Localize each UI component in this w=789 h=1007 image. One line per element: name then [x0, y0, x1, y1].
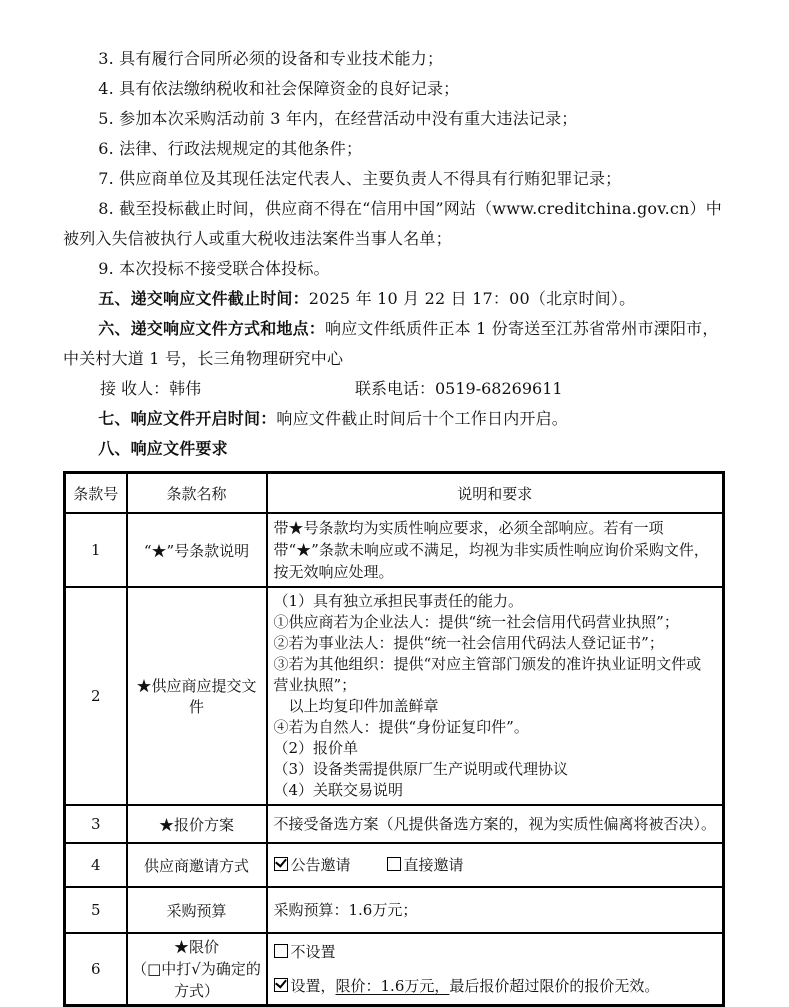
list-item-7: 7. 供应商单位及其现任法定代表人、主要负责人不得具有行贿犯罪记录；: [98, 169, 622, 188]
checkbox-unchecked-icon: [387, 857, 401, 871]
clause-no-cell: 6: [65, 933, 127, 1006]
header-clause-no: 条款号: [65, 473, 127, 514]
desc-text: 不接受备选方案（凡提供备选方案的，视为实质性偏离将被否决）。: [273, 815, 717, 833]
clause-desc-cell: [267, 587, 724, 805]
contact-phone: 联系电话：0519-68269611: [355, 379, 563, 398]
section-contact: [63, 374, 725, 404]
list-item-5: 5. 参加本次采购活动前 3 年内，在经营活动中没有重大违法记录；: [98, 109, 578, 128]
clause-desc-cell: [267, 933, 724, 1006]
clause-desc-cell: [267, 843, 724, 887]
desc-text: 采购预算：1.6万元；: [273, 901, 418, 919]
desc-line: （4）关联交易说明: [273, 781, 404, 799]
price-limit-option-unset: [274, 941, 717, 963]
list-item-9: 9. 本次投标不接受联合体投标。: [98, 259, 330, 278]
invitation-options: [274, 854, 717, 876]
header-clause-desc: 说明和要求: [267, 473, 724, 514]
list-item-8: 8. 截至投标截止时间，供应商不得在“信用中国”网站（www.creditchina.gov.cn）中被列入失信被执行人或重大税收违法案件当事人名单；: [63, 199, 722, 248]
contact-recipient: 接 收人：韩伟: [100, 379, 202, 398]
clause-name-cell: ★报价方案: [127, 805, 267, 843]
section-delivery-text: 响应文件纸质件正本 1 份寄送至江苏省常州市溧阳市，中关村大道 1 号，长三角物理研究中心: [63, 319, 719, 368]
option-label-tail: 最后报价超过限价的报价无效。: [449, 977, 660, 995]
clause-no-cell: 2: [65, 587, 127, 805]
clause-desc-cell: [267, 805, 724, 843]
clause-name-cell: 采购预算: [127, 887, 267, 933]
option-label: 公告邀请: [290, 856, 351, 874]
clause-no-cell: 4: [65, 843, 127, 887]
clause-no-cell: 1: [65, 513, 127, 587]
clause-name-cell: ★供应商应提交文件: [127, 587, 267, 805]
section-opening-label: 七、响应文件开启时间：: [98, 409, 277, 428]
desc-line: ②若为事业法人：提供“统一社会信用代码法人登记证书”；: [273, 634, 664, 652]
section-deadline-text: 2025 年 10 月 22 日 17：00（北京时间）。: [308, 289, 636, 308]
option-label: 直接邀请: [403, 856, 464, 874]
section-delivery-label: 六、递交响应文件方式和地点：: [98, 319, 325, 338]
clause-name-line: ★限价: [173, 938, 219, 956]
table-row-6: [65, 933, 724, 1006]
price-limit-value: 限价：1.6万元，: [335, 977, 450, 995]
checkbox-checked-icon: [274, 857, 288, 871]
table-row-4: [65, 843, 724, 887]
section-opening-text: 响应文件截止时间后十个工作日内开启。: [276, 409, 568, 428]
checkbox-checked-icon: [274, 978, 288, 992]
table-header-row: [65, 473, 724, 514]
table-row-3: [65, 805, 724, 843]
list-item-3: 3. 具有履行合同所必须的设备和专业技术能力；: [98, 49, 444, 68]
clause-desc-cell: [267, 887, 724, 933]
list-item-6: 6. 法律、行政法规规定的其他条件；: [98, 139, 363, 158]
desc-line: （1）具有独立承担民事责任的能力。: [273, 592, 524, 610]
clause-name-cell: “★”号条款说明: [127, 513, 267, 587]
table-row-2: [65, 587, 724, 805]
clause-name-line: （□中打√为确定的方式）: [132, 960, 261, 1000]
section-opening: [63, 404, 725, 434]
option-label: 不设置: [290, 943, 336, 961]
section-requirements-heading: [63, 434, 725, 464]
list-item-4: 4. 具有依法缴纳税收和社会保障资金的良好记录；: [98, 79, 460, 98]
clause-desc-cell: [267, 513, 724, 587]
section-deadline-label: 五、递交响应文件截止时间：: [98, 289, 309, 308]
table-row-5: [65, 887, 724, 933]
table-row-1: [65, 513, 724, 587]
desc-text: 带★号条款均为实质性响应要求，必须全部响应。若有一项带“★”条款未响应或不满足，均视为非实质性响应询价采购文件，按无效响应处理。: [273, 519, 709, 581]
requirements-table: [63, 471, 725, 1007]
header-clause-name: 条款名称: [127, 473, 267, 514]
price-limit-option-set: [274, 975, 717, 997]
section-deadline: [63, 284, 725, 314]
desc-line: （3）设备类需提供原厂生产说明或代理协议: [273, 760, 569, 778]
desc-line: （2）报价单: [273, 739, 359, 757]
checkbox-unchecked-icon: [274, 944, 288, 958]
desc-line: 以上均复印件加盖鲜章: [273, 697, 439, 715]
clause-name-cell: [127, 933, 267, 1006]
desc-line: ①供应商若为企业法人：提供“统一社会信用代码营业执照”；: [273, 613, 679, 631]
section-delivery: [63, 314, 725, 374]
desc-line: ④若为自然人：提供“身份证复印件”。: [273, 718, 529, 736]
clause-no-cell: 5: [65, 887, 127, 933]
clause-no-cell: 3: [65, 805, 127, 843]
section-requirements-label: 八、响应文件要求: [98, 439, 228, 458]
option-label: 设置，: [290, 977, 336, 995]
clause-name-cell: 供应商邀请方式: [127, 843, 267, 887]
desc-line: ③若为其他组织：提供“对应主管部门颁发的准许执业证明文件或营业执照”；: [273, 655, 702, 694]
